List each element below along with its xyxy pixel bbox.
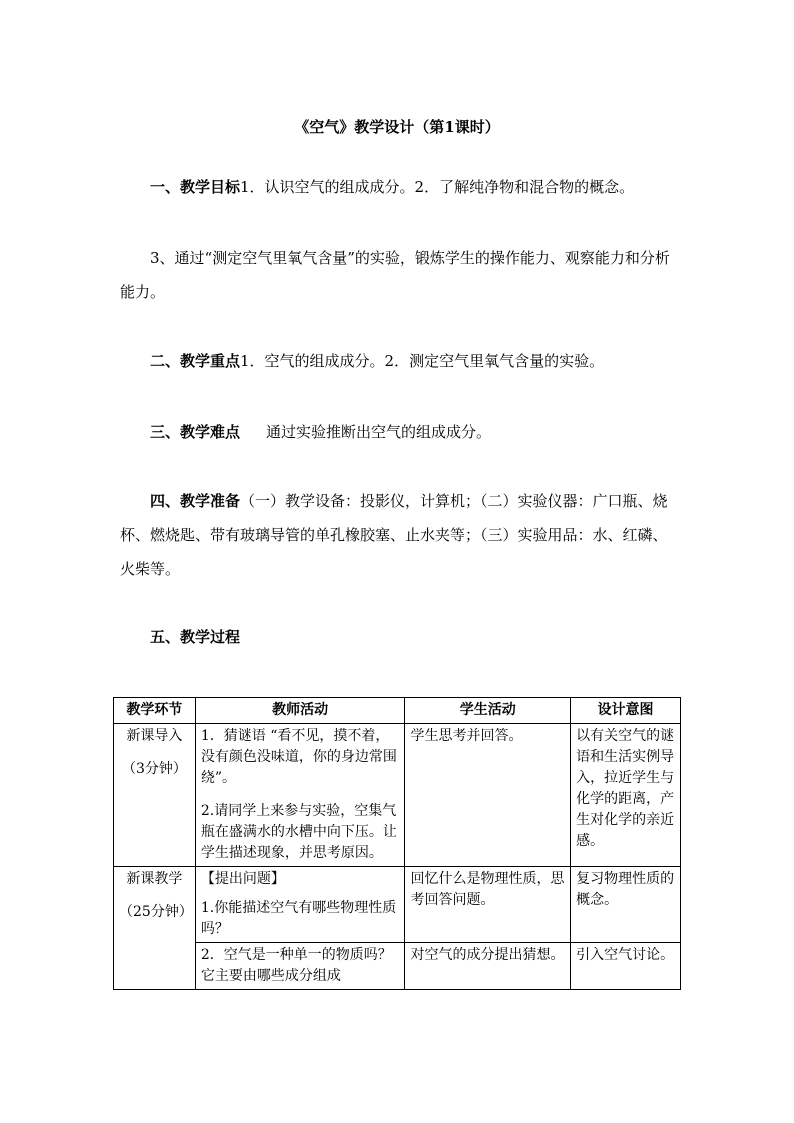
table-row	[114, 867, 681, 943]
student-cell: 对空气的成分提出猜想。	[405, 943, 571, 990]
key-points-heading: 二、教学重点	[150, 352, 241, 370]
key-points-text: 1．空气的组成成分。2．测定空气里氧气含量的实验。	[240, 352, 605, 370]
lesson-table	[113, 697, 681, 990]
intent-cell: 引入空气讨论。	[571, 943, 681, 990]
stage-label: 新课教学	[126, 871, 183, 887]
student-cell: 回忆什么是物理性质，思考回答问题。	[405, 867, 571, 943]
goals-paragraph	[120, 170, 680, 204]
teacher-cell	[195, 867, 405, 943]
stage-cell	[114, 724, 196, 867]
stage-time: （25分钟）	[119, 904, 193, 920]
teacher-activity-1: 1．猜谜语 “看不见，摸不着，没有颜色没味道，你的身边常围绕”。	[200, 728, 397, 786]
table-row	[114, 724, 681, 867]
goals-heading: 一、教学目标	[150, 178, 241, 196]
difficulty-paragraph	[120, 415, 680, 449]
preparation-heading: 四、教学准备	[150, 492, 241, 510]
student-cell: 学生思考并回答。	[405, 724, 571, 867]
difficulty-heading: 三、教学难点	[150, 423, 241, 441]
difficulty-text: 通过实验推断出空气的组成成分。	[266, 423, 492, 441]
document-title: 《空气》教学设计（第1课时）	[294, 118, 500, 136]
header-student: 学生活动	[405, 698, 571, 724]
teacher-activity-2: 2.请同学上来参与实验，空集气瓶在盛满水的水槽中向下压。让学生描述现象，并思考原因。	[200, 803, 397, 861]
header-intent: 设计意图	[571, 698, 681, 724]
preparation-paragraph	[120, 484, 680, 586]
table-header-row	[114, 698, 681, 724]
table-row	[114, 943, 681, 990]
goals-item-3: 3、通过“测定空气里氧气含量”的实验，锻炼学生的操作能力、观察能力和分析能力。	[120, 249, 670, 301]
intent-cell: 复习物理性质的概念。	[571, 867, 681, 943]
header-stage: 教学环节	[114, 698, 196, 724]
stage-cell	[114, 867, 196, 990]
teacher-cell	[195, 724, 405, 867]
teacher-activity-2: 1.你能描述空气有哪些物理性质吗？	[200, 900, 397, 937]
stage-label: 新课导入	[126, 728, 183, 744]
key-points-paragraph	[120, 344, 680, 378]
preparation-text: （一）教学设备：投影仪，计算机；（二）实验仪器：广口瓶、烧杯、燃烧匙、带有玻璃导管的单孔橡胶塞、止水夹等；（三）实验用品：水、红磷、火柴等。	[120, 492, 668, 578]
stage-time: （3分钟）	[121, 761, 187, 777]
teacher-cell: 2．空气是一种单一的物质吗？它主要由哪些成分组成	[195, 943, 405, 990]
teacher-activity-1: 【提出问题】	[200, 871, 285, 887]
intent-cell: 以有关空气的谜语和生活实例导入，拉近学生与化学的距离，产生对化学的亲近感。	[571, 724, 681, 867]
process-heading: 五、教学过程	[150, 628, 241, 646]
header-teacher: 教师活动	[195, 698, 405, 724]
goals-text: 1．认识空气的组成成分。2．了解纯净物和混合物的概念。	[240, 178, 635, 196]
